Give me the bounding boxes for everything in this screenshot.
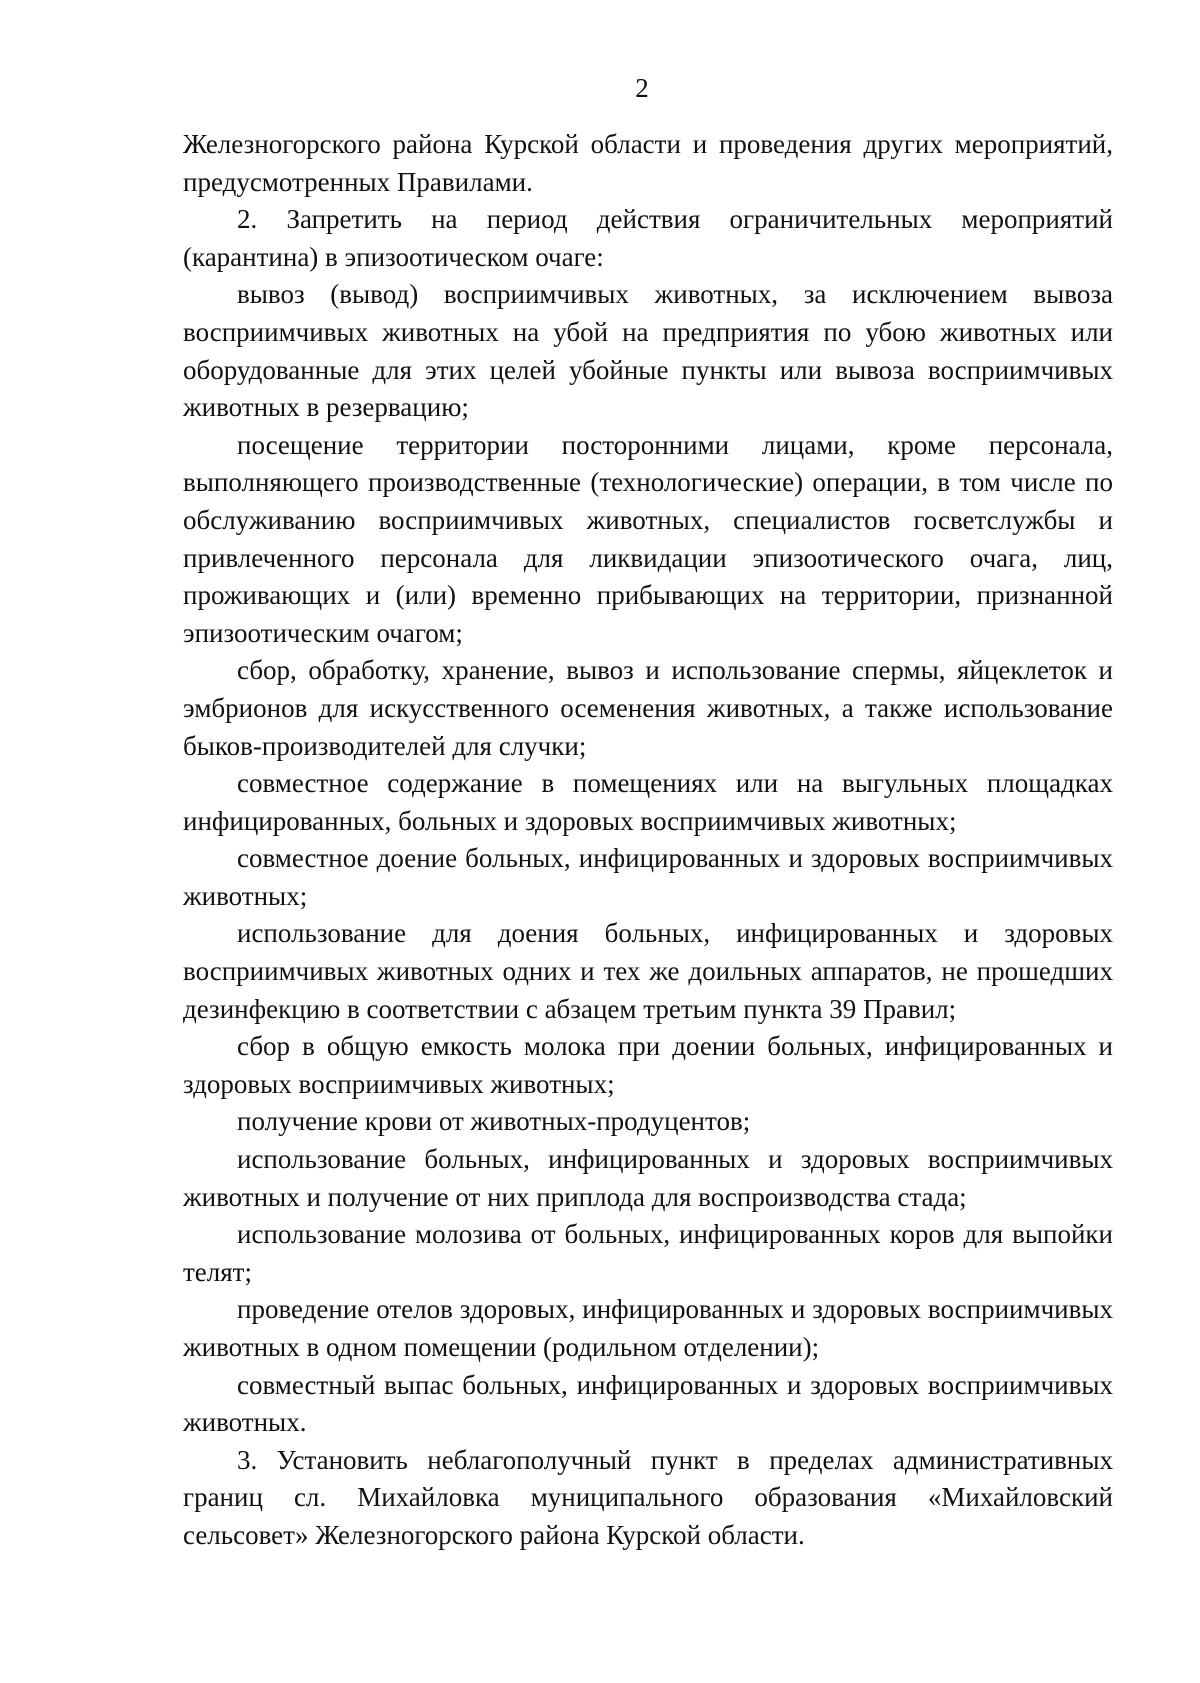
paragraph-ban-joint-milking: совместное доение больных, инфицированных и здоровых восприимчивых животных; <box>183 843 1113 911</box>
document-body <box>183 126 1113 1555</box>
paragraph-ban-breeding: использование больных, инфицированных и здоровых восприимчивых животных и получение от них приплода для воспроизводства стада; <box>183 1144 1113 1212</box>
paragraph-ban-colostrum: использование молозива от больных, инфицированных коров для выпойки телят; <box>183 1219 1113 1287</box>
paragraph-ban-grazing: совместный выпас больных, инфицированных и здоровых восприимчивых животных. <box>183 1369 1113 1438</box>
paragraph-ban-semen: сбор, обработку, хранение, вывоз и использование спермы, яйцеклеток и эмбрионов для искусственного осеменения животных, а также использование быков-производителей для случки; <box>183 655 1113 761</box>
paragraph-ban-milking-devices: использование для доения больных, инфицированных и здоровых восприимчивых животных одних и тех же доильных аппаратов, не прошедших дезинфекцию в соответствии с абзацем третьим пункта 39 Правил; <box>183 918 1113 1024</box>
paragraph-item-3: 3. Установить неблагополучный пункт в пределах административных границ сл. Михайловка муниципального образования «Михайловский сельсовет» Железногорского района Курской области. <box>183 1444 1113 1550</box>
paragraph-continuation: Железногорского района Курской области и проведения других мероприятий, предусмотренных Правилами. <box>183 129 1113 197</box>
paragraph-ban-milk-collection: сбор в общую емкость молока при доении больных, инфицированных и здоровых восприимчивых животных; <box>183 1031 1113 1099</box>
paragraph-ban-blood: получение крови от животных-продуцентов; <box>237 1106 751 1137</box>
page-number: 2 <box>635 73 649 103</box>
paragraph-ban-removal: вывоз (вывод) восприимчивых животных, за исключением вывоза восприимчивых животных на убой на предприятия по убою животных или оборудованные для этих целей убойные пункты или вывоза восприимчивых животных в резервацию; <box>183 279 1113 423</box>
paragraph-item-2: 2. Запретить на период действия ограничительных мероприятий (карантина) в эпизоотическом очаге: <box>183 204 1113 272</box>
paragraph-ban-calving: проведение отелов здоровых, инфицированных и здоровых восприимчивых животных в одном помещении (родильном отделении); <box>183 1294 1113 1362</box>
paragraph-ban-visits: посещение территории посторонними лицами, кроме персонала, выполняющего производственные (технологические) операции, в том числе по обслуживанию восприимчивых животных, специалистов госветслужбы и привлеченного персонала для ликвидации эпизоотического очага, лиц, проживающих и (или) временно прибывающих на территории, признанной эпизоотическим очагом; <box>183 429 1113 648</box>
paragraph-ban-joint-keeping: совместное содержание в помещениях или на выгульных площадках инфицированных, больных и здоровых восприимчивых животных; <box>183 768 1113 836</box>
